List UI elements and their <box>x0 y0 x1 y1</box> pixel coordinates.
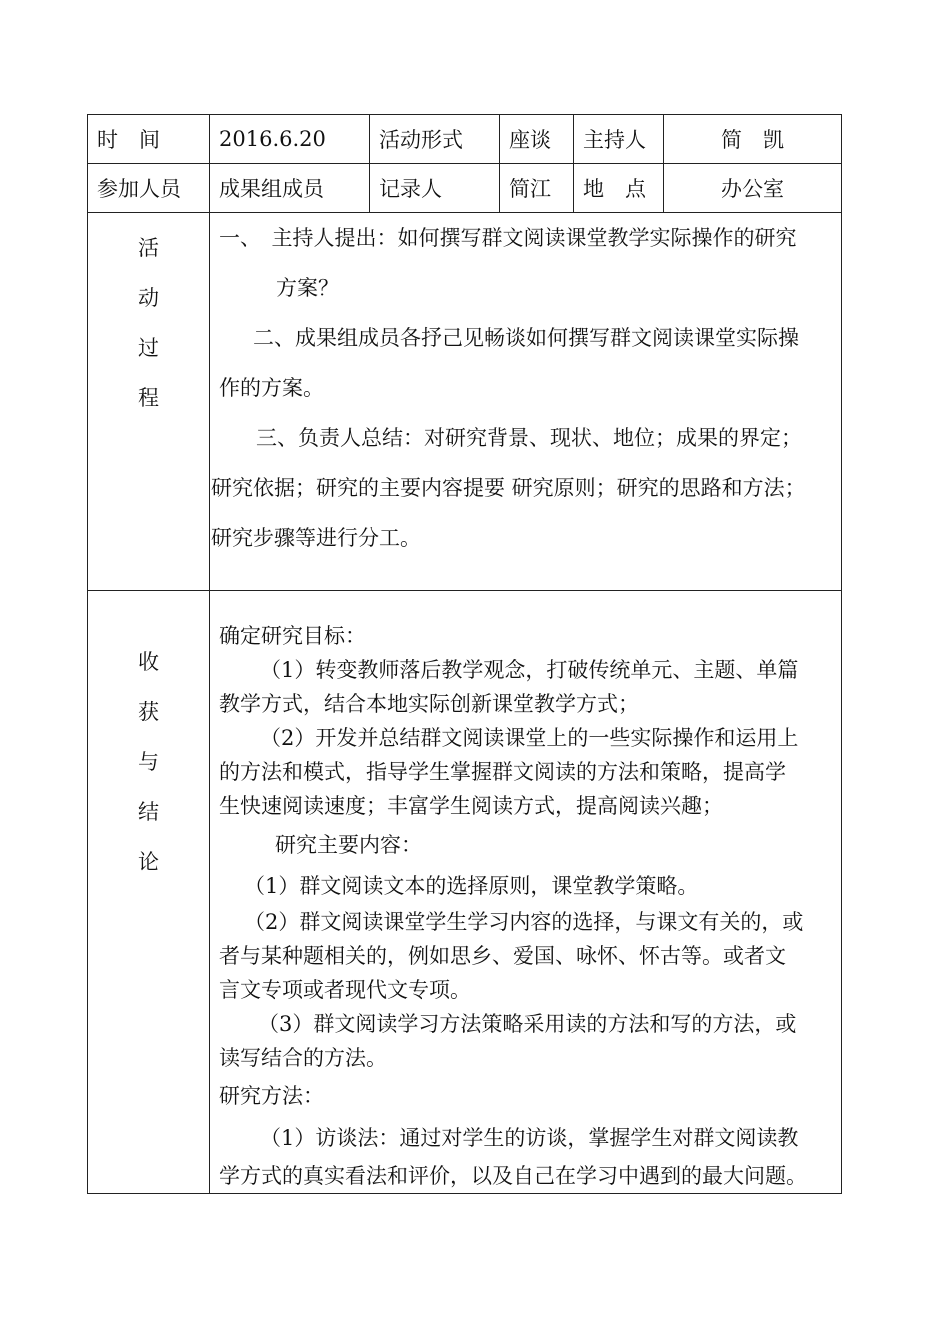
activity-record-table <box>87 114 842 1194</box>
recorder-value: 简江 <box>500 164 574 213</box>
results-line: 者与某种题相关的，例如思乡、爱国、咏怀、怀古等。或者文 <box>219 944 786 968</box>
activity-record-sheet <box>87 114 841 1194</box>
place-label: 地 点 <box>574 164 664 213</box>
process-label-char: 过 <box>138 336 159 360</box>
results-line: （2）开发并总结群文阅读课堂上的一些实际操作和运用上 <box>260 726 799 750</box>
recorder-label: 记录人 <box>370 164 500 213</box>
host-label: 主持人 <box>574 115 664 164</box>
results-line: （1）群文阅读文本的选择原则，课堂教学策略。 <box>244 874 699 898</box>
process-label-char: 程 <box>138 386 159 410</box>
results-line: （1）访谈法：通过对学生的访谈，掌握学生对群文阅读教 <box>260 1126 799 1150</box>
process-content <box>210 213 842 591</box>
header-row-2 <box>88 164 842 213</box>
results-label-char: 收 <box>138 650 159 674</box>
results-line: 研究主要内容： <box>275 833 422 857</box>
results-line: 确定研究目标： <box>219 624 366 648</box>
results-label-char: 论 <box>138 850 159 874</box>
results-line: 言文专项或者现代文专项。 <box>219 978 471 1002</box>
time-label: 时 间 <box>88 115 210 164</box>
process-line: 研究依据；研究的主要内容提要 研究原则；研究的思路和方法； <box>211 476 806 500</box>
process-line: 三、负责人总结：对研究背景、现状、地位；成果的界定； <box>256 426 802 450</box>
results-label-char: 获 <box>138 700 159 724</box>
process-label <box>88 213 210 591</box>
process-line: 作的方案。 <box>219 376 324 400</box>
results-label-char: 结 <box>138 800 159 824</box>
process-line: 研究步骤等进行分工。 <box>211 526 421 550</box>
form-value: 座谈 <box>500 115 574 164</box>
time-value: 2016.6.20 <box>210 115 370 164</box>
results-line: 的方法和模式，指导学生掌握群文阅读的方法和策略，提高学 <box>219 760 786 784</box>
results-line: （2）群文阅读课堂学生学习内容的选择，与课文有关的，或 <box>244 910 804 934</box>
process-line: 一、 主持人提出：如何撰写群文阅读课堂教学实际操作的研究 <box>219 226 797 250</box>
results-line: （1）转变教师落后教学观念，打破传统单元、主题、单篇 <box>260 658 799 682</box>
process-label-char: 活 <box>138 236 159 260</box>
results-content <box>210 591 842 1194</box>
process-row <box>88 213 842 591</box>
process-label-char: 动 <box>138 286 159 310</box>
place-value: 办公室 <box>664 164 842 213</box>
results-label-char: 与 <box>138 750 159 774</box>
results-line: 学方式的真实看法和评价，以及自己在学习中遇到的最大问题。 <box>219 1164 807 1188</box>
process-line: 方案？ <box>276 276 339 300</box>
results-label <box>88 591 210 1194</box>
form-label: 活动形式 <box>370 115 500 164</box>
participants-value: 成果组成员 <box>210 164 370 213</box>
results-line: （3）群文阅读学习方法策略采用读的方法和写的方法，或 <box>258 1012 797 1036</box>
results-line: 生快速阅读速度；丰富学生阅读方式，提高阅读兴趣； <box>219 794 723 818</box>
results-row <box>88 591 842 1194</box>
results-line: 教学方式，结合本地实际创新课堂教学方式； <box>219 692 639 716</box>
header-row-1 <box>88 115 842 164</box>
participants-label: 参加人员 <box>88 164 210 213</box>
results-line: 读写结合的方法。 <box>219 1046 387 1070</box>
process-line: 二、成果组成员各抒己见畅谈如何撰写群文阅读课堂实际操 <box>253 326 799 350</box>
results-line: 研究方法： <box>219 1084 324 1108</box>
host-value: 简 凯 <box>664 115 842 164</box>
